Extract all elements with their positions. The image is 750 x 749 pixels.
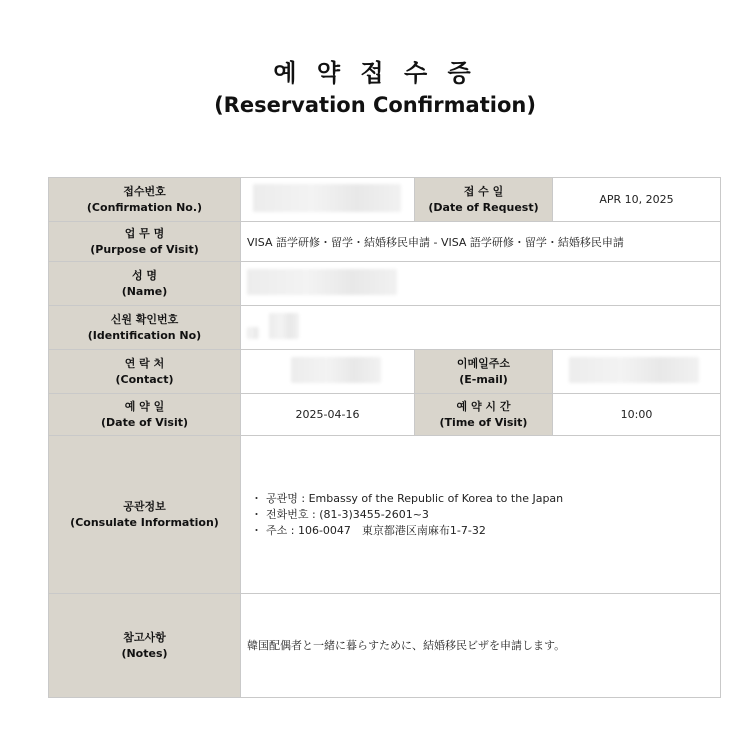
label-contact-ko: 연 락 처 bbox=[124, 356, 165, 370]
value-contact bbox=[241, 350, 415, 394]
label-name-en: (Name) bbox=[121, 284, 168, 298]
row-contact bbox=[49, 350, 721, 394]
row-consulate bbox=[49, 436, 721, 594]
value-notes bbox=[241, 594, 721, 698]
value-date-of-visit: 2025-04-16 bbox=[241, 394, 415, 436]
label-time-of-visit-en: (Time of Visit) bbox=[439, 415, 528, 429]
label-identification-no-en: (Identification No) bbox=[87, 328, 202, 342]
label-time-of-visit-ko: 예 약 시 간 bbox=[456, 399, 511, 413]
label-email-en: (E-mail) bbox=[459, 372, 508, 386]
notes-text: 韓国配偶者と一緒に暮らすために、結婚移民ビザを申請します。 bbox=[247, 638, 566, 652]
label-email-ko: 이메일주소 bbox=[456, 356, 511, 370]
row-identification bbox=[49, 306, 721, 350]
consulate-phone-line: ・ 전화번호 : (81-3)3455-2601~3 bbox=[251, 507, 714, 523]
row-confirmation bbox=[49, 178, 721, 222]
redacted-block bbox=[291, 357, 381, 383]
label-consulate-information bbox=[49, 436, 241, 594]
label-identification-no-ko: 신원 확인번호 bbox=[110, 312, 179, 326]
label-date-of-request-en: (Date of Request) bbox=[428, 200, 539, 214]
value-name bbox=[241, 262, 721, 306]
value-email bbox=[553, 350, 721, 394]
label-date-of-visit bbox=[49, 394, 241, 436]
label-contact-en: (Contact) bbox=[115, 372, 174, 386]
consulate-info-list bbox=[251, 491, 714, 539]
row-visit bbox=[49, 394, 721, 436]
value-date-of-request: APR 10, 2025 bbox=[553, 178, 721, 222]
value-time-of-visit: 10:00 bbox=[553, 394, 721, 436]
label-confirmation-no-en: (Confirmation No.) bbox=[86, 200, 203, 214]
redacted-block bbox=[269, 313, 299, 339]
label-name bbox=[49, 262, 241, 306]
label-notes-ko: 참고사항 bbox=[123, 630, 166, 644]
redacted-block bbox=[253, 184, 401, 212]
redacted-block bbox=[247, 269, 397, 295]
value-purpose-of-visit: VISA 語学研修・留学・結婚移民申請 - VISA 語学研修・留学・結婚移民申請 bbox=[241, 222, 721, 262]
label-confirmation-no bbox=[49, 178, 241, 222]
label-consulate-information-en: (Consulate Information) bbox=[70, 515, 219, 529]
label-date-of-visit-en: (Date of Visit) bbox=[101, 415, 188, 429]
label-name-ko: 성 명 bbox=[131, 268, 158, 282]
reservation-table bbox=[48, 177, 721, 698]
value-confirmation-no bbox=[241, 178, 415, 222]
label-date-of-visit-ko: 예 약 일 bbox=[124, 399, 165, 413]
label-email bbox=[415, 350, 553, 394]
label-purpose-of-visit bbox=[49, 222, 241, 262]
label-purpose-of-visit-en: (Purpose of Visit) bbox=[90, 242, 199, 256]
label-time-of-visit bbox=[415, 394, 553, 436]
label-contact bbox=[49, 350, 241, 394]
redacted-block bbox=[247, 327, 259, 339]
label-notes-en: (Notes) bbox=[121, 646, 168, 660]
label-purpose-of-visit-ko: 업 무 명 bbox=[124, 226, 165, 240]
value-consulate-information bbox=[241, 436, 721, 594]
row-purpose bbox=[49, 222, 721, 262]
label-identification-no bbox=[49, 306, 241, 350]
value-identification-no bbox=[241, 306, 721, 350]
consulate-name-line: ・ 공관명 : Embassy of the Republic of Korea to the Japan bbox=[251, 491, 714, 507]
row-notes bbox=[49, 594, 721, 698]
title-english: (Reservation Confirmation) bbox=[214, 93, 536, 117]
label-notes bbox=[49, 594, 241, 698]
label-consulate-information-ko: 공관정보 bbox=[123, 499, 166, 513]
consulate-address-line: ・ 주소 : 106-0047 東京都港区南麻布1-7-32 bbox=[251, 523, 714, 539]
document-title bbox=[0, 58, 750, 120]
row-name bbox=[49, 262, 721, 306]
label-confirmation-no-ko: 접수번호 bbox=[123, 184, 166, 198]
label-date-of-request bbox=[415, 178, 553, 222]
title-korean: 예 약 접 수 증 bbox=[273, 59, 477, 87]
redacted-block bbox=[569, 357, 699, 383]
label-date-of-request-ko: 접 수 일 bbox=[463, 184, 504, 198]
